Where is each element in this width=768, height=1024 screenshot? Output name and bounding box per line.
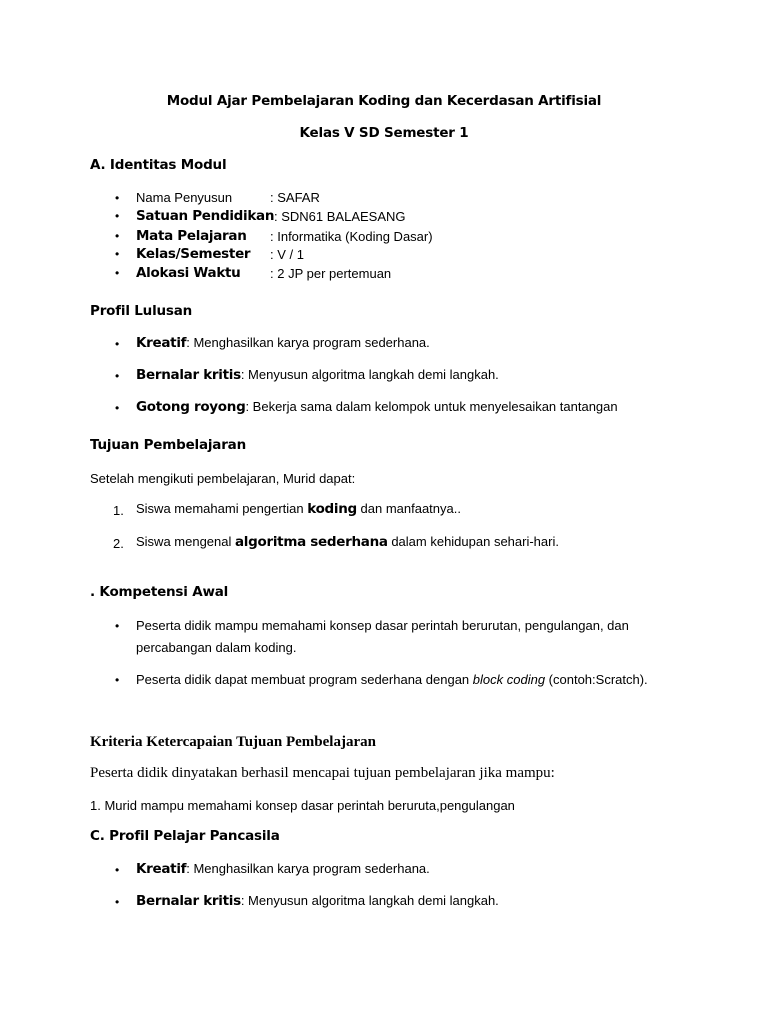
tujuan-item-2 (136, 534, 559, 550)
section-heading-tujuan: Tujuan Pembelajaran (90, 437, 246, 453)
profil-item-kreatif (136, 335, 430, 351)
bullet-icon: • (115, 247, 120, 261)
kompetensi-item-1-line2: percabangan dalam koding. (136, 640, 297, 655)
profil-term: Kreatif (136, 335, 187, 351)
profil-term: Bernalar kritis (136, 367, 241, 383)
kompetensi-text: (contoh:Scratch). (545, 672, 648, 687)
kompetensi-text: Peserta didik dapat membuat program sederhana dengan (136, 672, 473, 687)
bullet-icon: • (115, 369, 120, 383)
tujuan-item-1 (136, 501, 461, 517)
tujuan-intro: Setelah mengikuti pembelajaran, Murid dapat: (90, 471, 356, 486)
profil-term: Gotong royong (136, 399, 246, 415)
identity-label-alokasi: Alokasi Waktu (136, 265, 241, 281)
bullet-icon: • (115, 863, 120, 877)
bullet-icon: • (115, 229, 120, 243)
bullet-icon: • (115, 619, 120, 633)
identity-value-satuan: : SDN61 BALAESANG (274, 209, 406, 224)
section-heading-profil-lulusan: Profil Lulusan (90, 303, 193, 319)
bullet-icon: • (115, 209, 120, 223)
bullet-icon: • (115, 191, 120, 205)
pancasila-term: Kreatif (136, 861, 187, 877)
kriteria-intro: Peserta didik dinyatakan berhasil mencapai tujuan pembelajaran jika mampu: (90, 765, 555, 781)
identity-value-penyusun: : SAFAR (270, 190, 320, 205)
identity-value-alokasi: : 2 JP per pertemuan (270, 266, 392, 281)
section-heading-profil-pancasila: C. Profil Pelajar Pancasila (90, 828, 280, 844)
profil-desc: : Menghasilkan karya program sederhana. (186, 335, 430, 350)
kompetensi-italic-term: block coding (472, 672, 546, 687)
tujuan-text: dalam kehidupan sehari-hari. (387, 534, 559, 549)
kriteria-item-1: 1. Murid mampu memahami konsep dasar perintah beruruta,pengulangan (90, 798, 515, 813)
pancasila-desc: : Menghasilkan karya program sederhana. (186, 861, 430, 876)
profil-desc: : Menyusun algoritma langkah demi langkah. (240, 367, 499, 382)
bullet-icon: • (115, 337, 120, 351)
kompetensi-item-2 (136, 672, 648, 687)
tujuan-text: Siswa mengenal (136, 534, 235, 549)
pancasila-desc: : Menyusun algoritma langkah demi langkah. (240, 893, 499, 908)
identity-value-mapel: : Informatika (Koding Dasar) (270, 229, 433, 244)
bullet-icon: • (115, 673, 120, 687)
list-number: 2. (113, 536, 124, 551)
tujuan-bold-term: algoritma sederhana (235, 534, 388, 550)
section-heading-identitas: A. Identitas Modul (90, 157, 227, 173)
kompetensi-item-1-line1: Peserta didik mampu memahami konsep dasar perintah berurutan, pengulangan, dan (136, 618, 629, 633)
pancasila-item-bernalar (136, 893, 499, 909)
bullet-icon: • (115, 266, 120, 280)
identity-value-kelas: : V / 1 (270, 247, 304, 262)
profil-item-bernalar (136, 367, 499, 383)
section-heading-kompetensi: . Kompetensi Awal (90, 584, 229, 600)
tujuan-text: dan manfaatnya.. (356, 501, 461, 516)
identity-label-mapel: Mata Pelajaran (136, 228, 247, 244)
list-number: 1. (113, 503, 124, 518)
pancasila-term: Bernalar kritis (136, 893, 241, 909)
bullet-icon: • (115, 895, 120, 909)
document-subtitle: Kelas V SD Semester 1 (299, 125, 469, 141)
tujuan-text: Siswa memahami pengertian (136, 501, 308, 516)
section-heading-kriteria: Kriteria Ketercapaian Tujuan Pembelajaran (90, 734, 376, 750)
identity-label-kelas: Kelas/Semester (136, 246, 251, 262)
pancasila-item-kreatif (136, 861, 430, 877)
document-title: Modul Ajar Pembelajaran Koding dan Kecerdasan Artifisial (166, 93, 602, 109)
profil-desc: : Bekerja sama dalam kelompok untuk menyelesaikan tantangan (245, 399, 618, 414)
tujuan-bold-term: koding (307, 501, 357, 517)
bullet-icon: • (115, 401, 120, 415)
profil-item-gotong-royong (136, 399, 618, 415)
identity-label-penyusun: Nama Penyusun (136, 190, 233, 205)
identity-label-satuan: Satuan Pendidikan (136, 208, 275, 224)
